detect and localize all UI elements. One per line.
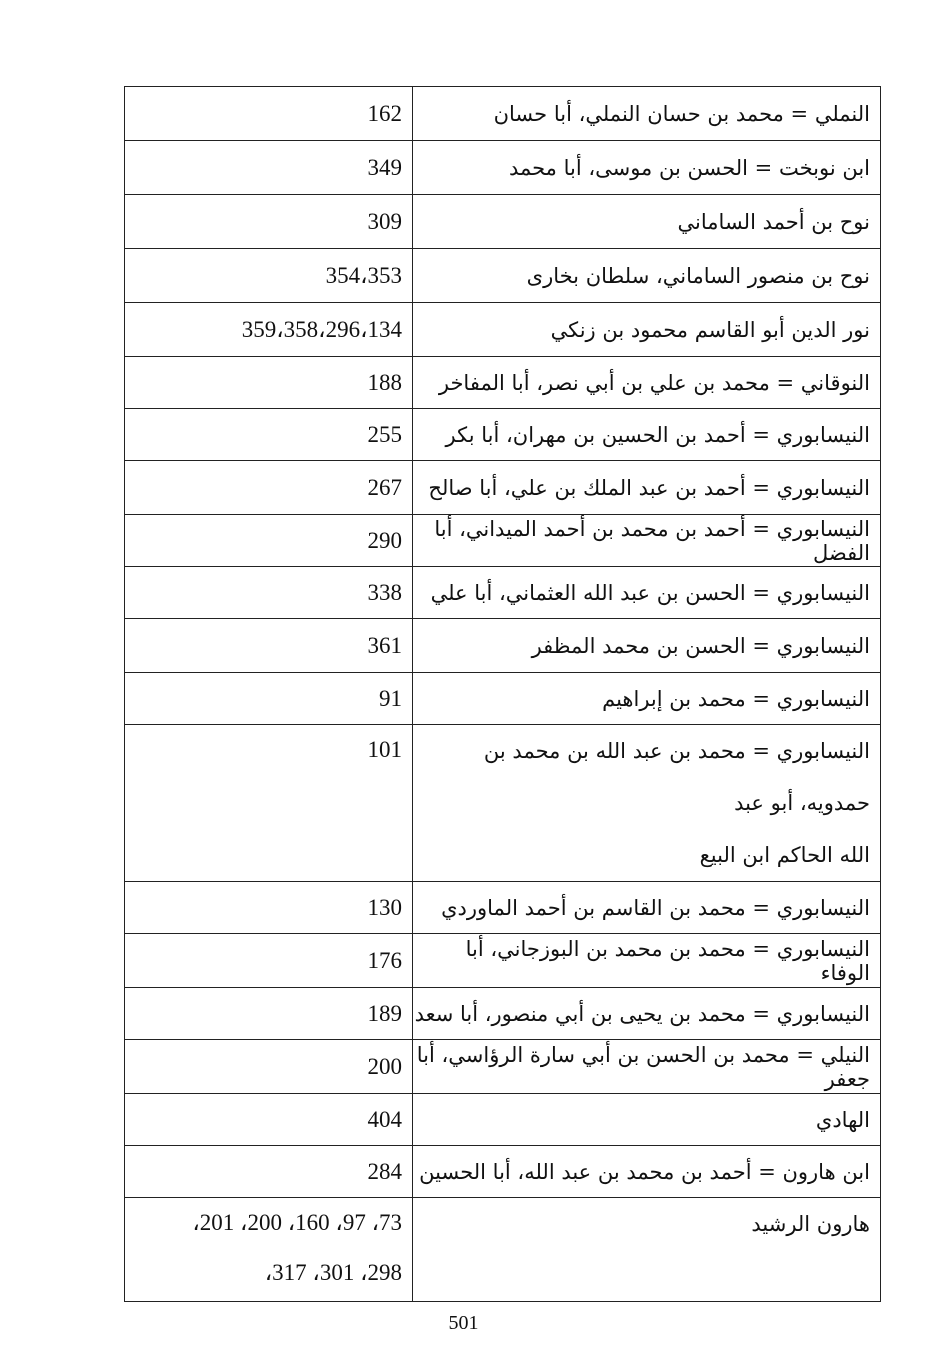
entry-name: النيسابوري = الحسن بن عبد الله العثماني، أبا علي <box>413 567 881 619</box>
page-refs: 359،358،296،134 <box>125 303 413 357</box>
table-row <box>125 934 881 988</box>
table-row <box>125 303 881 357</box>
entry-name: النيسابوري = محمد بن محمد بن البوزجاني، أبا الوفاء <box>413 934 881 988</box>
entry-name <box>413 725 881 882</box>
index-table <box>124 86 881 1302</box>
entry-name: نوح بن أحمد الساماني <box>413 195 881 249</box>
table-row <box>125 141 881 195</box>
entry-name: هارون الرشيد <box>413 1198 881 1302</box>
page-refs: 188 <box>125 357 413 409</box>
page-refs: 338 <box>125 567 413 619</box>
page-refs: 255 <box>125 409 413 461</box>
page-refs-line: ،317 ،301 ،298 <box>264 1260 402 1285</box>
page-refs: 290 <box>125 515 413 567</box>
entry-name: النيسابوري = محمد بن يحيى بن أبي منصور، أبا سعد <box>413 988 881 1040</box>
table-row <box>125 567 881 619</box>
entry-name: النوقاني = محمد بن علي بن أبي نصر، أبا المفاخر <box>413 357 881 409</box>
table-row <box>125 1146 881 1198</box>
page-refs: 404 <box>125 1094 413 1146</box>
page-refs: 101 <box>125 725 413 882</box>
entry-name: الهادي <box>413 1094 881 1146</box>
table-row <box>125 1198 881 1302</box>
entry-name: ابن نوبخت = الحسن بن موسى، أبا محمد <box>413 141 881 195</box>
entry-name: النيسابوري = أحمد بن محمد بن أحمد الميداني، أبا الفضل <box>413 515 881 567</box>
page-refs: 162 <box>125 87 413 141</box>
table-row <box>125 725 881 882</box>
table-row <box>125 673 881 725</box>
table-row <box>125 619 881 673</box>
entry-name-line: النيسابوري = محمد بن عبد الله بن محمد بن حمدويه، أبو عبد <box>483 739 870 815</box>
page-refs: 349 <box>125 141 413 195</box>
page-refs: 284 <box>125 1146 413 1198</box>
table-row <box>125 409 881 461</box>
table-row <box>125 249 881 303</box>
page-refs: 189 <box>125 988 413 1040</box>
table-row <box>125 357 881 409</box>
page-refs <box>125 1198 413 1302</box>
entry-name: ابن هارون = أحمد بن محمد بن عبد الله، أبا الحسين <box>413 1146 881 1198</box>
page-refs: 176 <box>125 934 413 988</box>
entry-name: نور الدين أبو القاسم محمود بن زنكي <box>413 303 881 357</box>
table-row <box>125 882 881 934</box>
table-row <box>125 461 881 515</box>
page-refs: 354،353 <box>125 249 413 303</box>
entry-name: النيسابوري = محمد بن القاسم بن أحمد الماوردي <box>413 882 881 934</box>
table-row <box>125 195 881 249</box>
entry-name: نوح بن منصور الساماني، سلطان بخارى <box>413 249 881 303</box>
entry-name: النملي = محمد بن حسان النملي، أبا حسان <box>413 87 881 141</box>
page-refs: 130 <box>125 882 413 934</box>
entry-name: النيسابوري = محمد بن إبراهيم <box>413 673 881 725</box>
entry-name: النيسابوري = الحسن بن محمد المظفر <box>413 619 881 673</box>
page-refs: 361 <box>125 619 413 673</box>
table-row <box>125 1040 881 1094</box>
table-row <box>125 1094 881 1146</box>
table-row <box>125 515 881 567</box>
entry-name: النيسابوري = أحمد بن الحسين بن مهران، أبا بكر <box>413 409 881 461</box>
entry-name-line: الله الحاكم ابن البيع <box>699 843 870 867</box>
page-refs-line: ،201 ،200 ،160 ،97 ،73 <box>192 1210 402 1235</box>
page-refs: 309 <box>125 195 413 249</box>
entry-name: النيسابوري = أحمد بن عبد الملك بن علي، أبا صالح <box>413 461 881 515</box>
page-refs: 200 <box>125 1040 413 1094</box>
page-refs: 267 <box>125 461 413 515</box>
table-row <box>125 87 881 141</box>
entry-name: النيلي = محمد بن الحسن بن أبي سارة الرؤاسي، أبا جعفر <box>413 1040 881 1094</box>
table-row <box>125 988 881 1040</box>
page-number: 501 <box>448 1312 479 1334</box>
page-refs: 91 <box>125 673 413 725</box>
